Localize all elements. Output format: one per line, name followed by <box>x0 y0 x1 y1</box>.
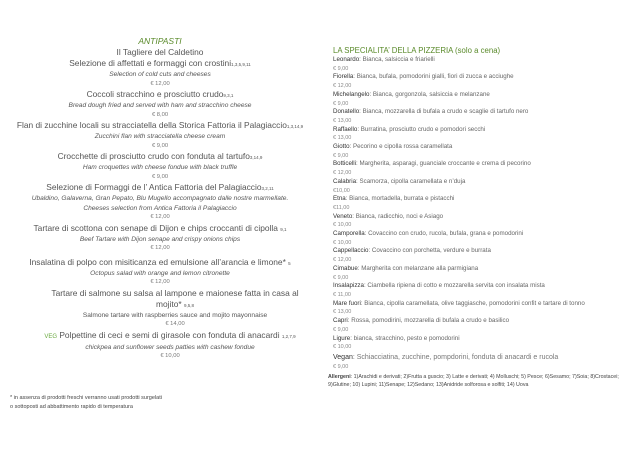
menu-item <box>0 89 320 120</box>
item-english: chickpea and sunflower seeds patties with cashew fondue <box>85 343 255 351</box>
allergen-codes: 9,3,1 <box>223 93 234 98</box>
menu-item <box>0 151 320 182</box>
allergen-codes: 3,14,9 <box>249 155 263 160</box>
item-italian-desc: Ubaldino, Galaverna, Gran Pepato, Blu Mugello accompagnato dalle nostre marmellate. <box>31 195 289 202</box>
item-price: € 12,00 <box>150 279 170 285</box>
pizza-item: Veneto: Bianca, radicchio, noci e Asiago <box>333 212 444 220</box>
item-name: Tartare di salmone su salsa al lampone e maionese fatta in casa al <box>51 287 299 298</box>
allergen-codes: 9,5,8 <box>183 302 194 308</box>
item-name: Flan di zucchine locali su stracciatella della Storica Fattoria il Palagiaccio1,3,14,9 <box>16 120 304 130</box>
item-price: € 14,00 <box>165 321 185 327</box>
antipasti-title: ANTIPASTI <box>138 36 182 46</box>
pizza-price: € 9,00 <box>333 274 349 281</box>
pizza-list <box>333 56 633 352</box>
item-english: Ham croquettes with cheese fondue with black truffle <box>82 164 238 171</box>
allergen-codes: 1,3,14,9 <box>286 124 304 129</box>
item-name: Crocchette di prosciutto crudo con fonduta al tartufo3,14,9 <box>57 151 263 161</box>
item-price: € 9,00 <box>151 173 169 180</box>
pizza-price: € 11,00 <box>333 291 351 298</box>
pizza-item: Mare fuori: Bianca, cipolla caramellata, olive taggiasche, pomodorini confit e tartare di tonno <box>333 299 585 307</box>
item-name: Il Tagliere del Caldetino <box>116 47 204 57</box>
vegan-pizza: Vegan: Schiacciatina, zucchine, pompdorini, fonduta di anacardi e rucola <box>333 353 559 361</box>
pizza-item: Capri: Rossa, pomodirini, mozzarella di bufala a crudo e basilico <box>333 317 510 325</box>
allergen-codes: 1,2,7,9 <box>281 333 296 339</box>
allergens-legend: Allergeni: 1)Arachidi e derivati; 2)Frutta a guscio; 3) Latte e derivati; 4) Molluschi; 5) Pesce; 6)Sesamo; 7)Soia; 8)Crostacei; 9)Glutine; 10) Lupini; 11)Senape; 12)Sedano; 13)Anidride solforosa e solfiti; 14) Uova <box>328 373 619 389</box>
item-name-line2: mojito* 9,5,8 <box>156 298 194 309</box>
item-price: € 10,00 <box>160 353 180 359</box>
pizza-price: € 13,00 <box>333 135 352 142</box>
pizza-price: € 13,00 <box>333 309 352 316</box>
pizza-item: Botticelli: Margherita, asparagi, guanciale croccante e crema di pecorino <box>333 160 531 168</box>
veg-badge: VEG <box>44 333 58 340</box>
item-english: Selection of cold cuts and cheeses <box>109 71 211 78</box>
allergen-codes: 9,1 <box>280 226 287 232</box>
pizza-item: Etna: Bianca, mortadella, burrata e pistacchi <box>333 195 455 203</box>
menu-item <box>0 223 320 254</box>
pizza-item: Calabria: Scamorza, cipolla caramellata e n’duja <box>333 177 466 185</box>
pizza-item: Michelangelo: Bianca, gorgonzola, salsiccia e melanzane <box>333 90 490 98</box>
item-price: € 12,00 <box>150 80 170 87</box>
vegan-price: € 9,00 <box>333 363 349 370</box>
pizza-item: Insalapizza: Ciambella ripiena di cotto e mozzarella servita con insalata mista <box>333 282 545 290</box>
pizzeria-title: LA SPECIALITA’ DELLA PIZZERIA (solo a cena) <box>333 46 501 55</box>
pizza-price: € 9,00 <box>333 152 349 159</box>
pizza-item: Leonardo: Bianca, salsiccia e friarielli <box>333 56 435 63</box>
pizza-item: Cappellaccio: Covaccino con porchetta, verdure e burrata <box>333 247 491 255</box>
item-english: Octopus salad with orange and lemon citronette <box>90 269 230 277</box>
pizza-price: € 12,00 <box>333 83 352 90</box>
menu-item <box>0 120 320 151</box>
pizza-price: € 12,00 <box>333 257 352 264</box>
allergen-codes: 3,2,11 <box>261 186 274 191</box>
pizza-item: Raffaello: Burratina, prosciutto crudo e pomodori secchi <box>333 125 486 133</box>
menu-item <box>0 330 320 362</box>
pizza-price: €10,00 <box>333 187 350 194</box>
menu-item <box>0 47 320 89</box>
item-name: Insalatina di polpo con misiticanza ed emulsione all’arancia e limone* 5 <box>29 256 291 267</box>
pizza-price: €11,00 <box>333 204 350 211</box>
pizza-price: € 10,00 <box>333 239 352 246</box>
item-price: € 8,00 <box>151 111 169 118</box>
pizza-item: Cimabue: Margherita con melanzane alla parmigiana <box>333 264 479 272</box>
menu-item <box>0 288 320 330</box>
item-price: € 12,00 <box>150 245 170 251</box>
allergen-codes: 1,3,5,9,11 <box>231 62 251 67</box>
pizza-item: Giotto: Pecorino e cipolla rossa caramellata <box>333 143 453 151</box>
allergen-codes: 5 <box>288 260 291 266</box>
item-english: Beef Tartare with Dijon senape and crispy onions chips <box>79 235 241 243</box>
pizza-item: Camporella: Covaccino con crudo, rucola, bufala, grana e pomodorini <box>333 230 524 238</box>
menu-item <box>0 182 320 223</box>
pizza-item: Fiorella: Bianca, bufala, pomodorini gialli, fiori di zucca e acciughe <box>333 73 514 81</box>
pizza-price: € 12,00 <box>333 170 352 177</box>
item-name: Tartare di scottona con senape di Dijon e chips croccanti di cipolla 9,1 <box>33 222 287 233</box>
item-price: € 12,00 <box>150 214 170 220</box>
pizza-price: € 9,00 <box>333 326 349 333</box>
item-name: Selezione di Formaggi de l’ Antica Fattoria del Palagiaccio3,2,11 <box>46 182 274 192</box>
antipasti-section <box>0 36 320 362</box>
item-english: Salmone tartare with raspberries sauce and mojito mayonnaise <box>82 311 268 319</box>
item-price: € 9,00 <box>151 142 169 149</box>
item-english: Zucchini flan with stracciatella cheese cream <box>94 133 226 140</box>
item-name: Coccoli stracchino e prosciutto crudo9,3,1 <box>86 89 234 99</box>
item-name: VEG Polpettine di ceci e semi di girasole con fonduta di anacardi 1,2,7,9 <box>44 329 296 340</box>
pizza-price: € 9,00 <box>333 65 349 72</box>
pizza-item: Ligure: bianca, stracchino, pesto e pomodorini <box>333 334 460 342</box>
item-english: Bread dough fried and served with ham and stracchino cheese <box>68 102 252 109</box>
pizza-price: € 13,00 <box>333 117 352 124</box>
pizza-item: Donatello: Bianca, mozzarella di bufala a crudo e scaglie di tartufo nero <box>333 108 529 116</box>
pizza-price: € 10,00 <box>333 222 352 229</box>
footnote: * in assenza di prodotti freschi verranno usati prodotti surgelati o sottoposti ad abbattimento rapido di temperatura <box>10 395 162 410</box>
item-english: Cheeses selection from Antica Fattoria il Palagiaccio <box>83 204 237 212</box>
pizza-price: € 10,00 <box>333 344 352 351</box>
menu-item <box>0 257 320 288</box>
pizzeria-section <box>328 46 633 390</box>
item-name-line2: Selezione di affettati e formaggi con crostini1,3,5,9,11 <box>69 58 251 68</box>
pizza-price: € 9,00 <box>333 100 349 107</box>
